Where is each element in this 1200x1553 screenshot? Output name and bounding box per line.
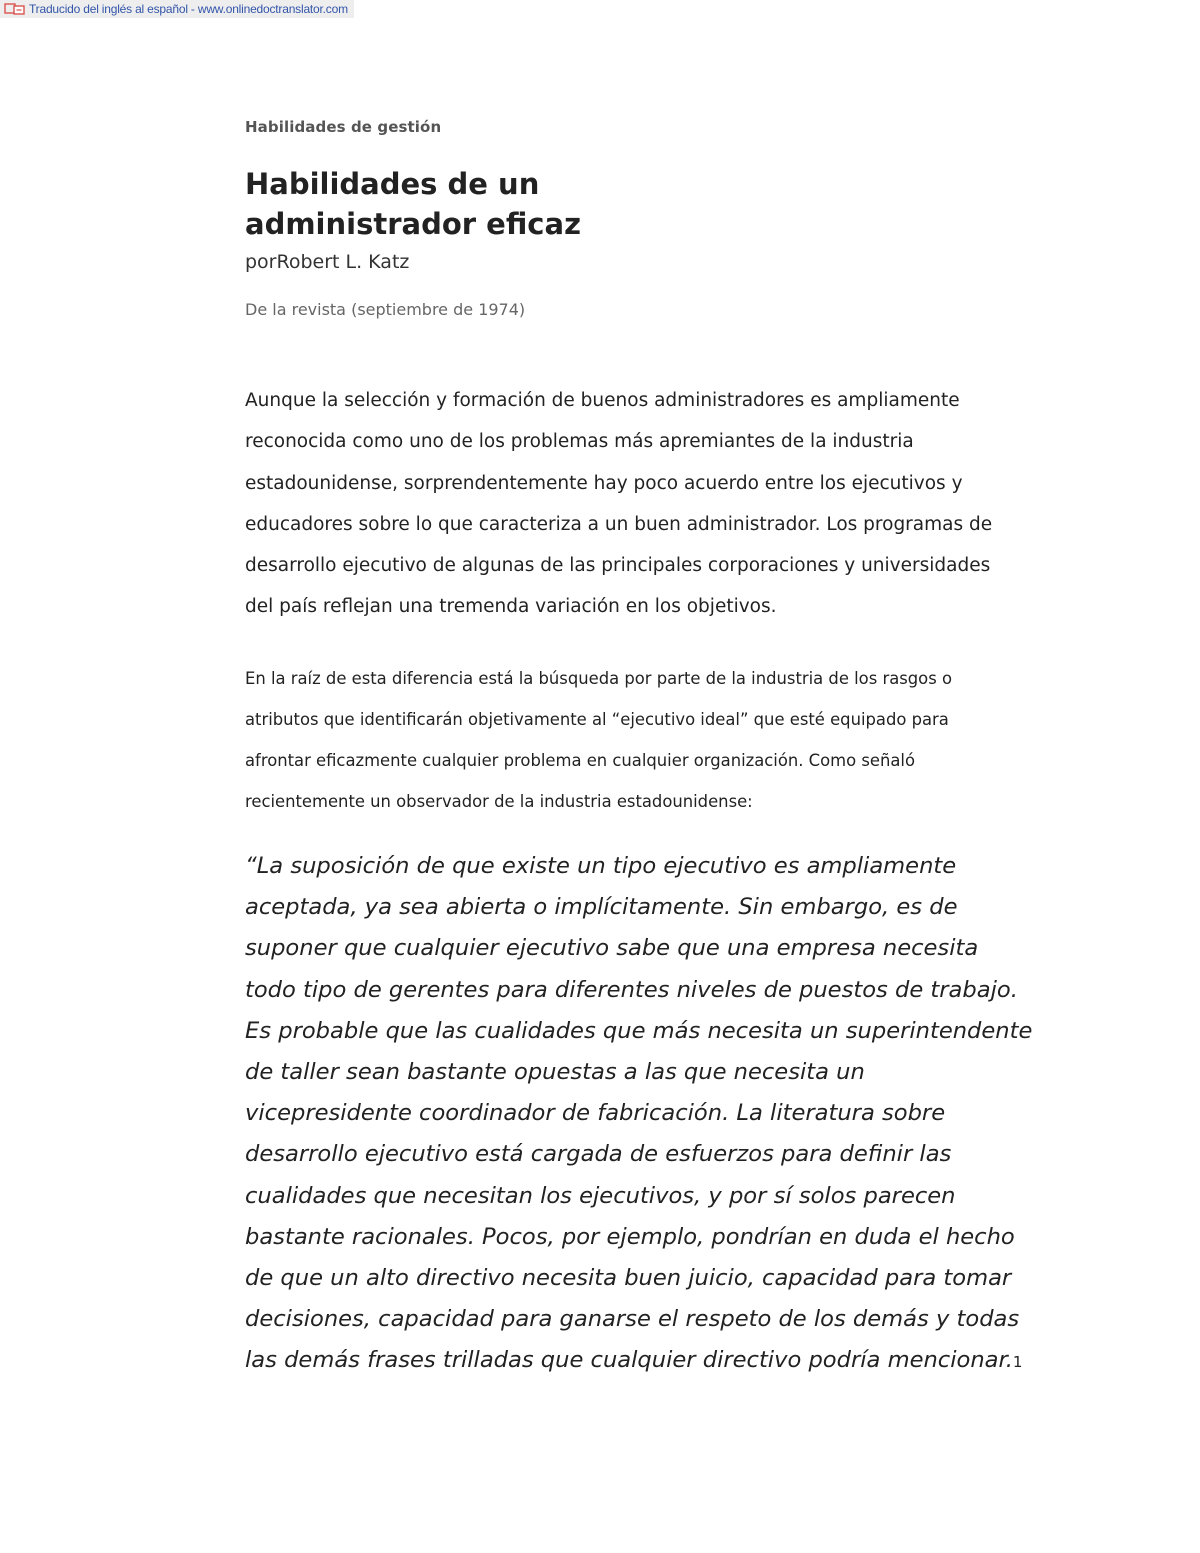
article-source: De la revista (septiembre de 1974) bbox=[245, 300, 526, 319]
lead-paragraph: Aunque la selección y formación de buenos administradores es ampliamente reconocida como uno de los problemas más apremiantes de la industria estadounidense, sorprendentemente hay poco acuerdo entre los ejecutivos y educadores sobre lo que caracteriza a un buen administrador. Los programas de desarrollo ejecutivo de algunas de las principales corporaciones y universidades del país reflejan una tremenda variación en los objetivos. bbox=[245, 390, 993, 618]
quote-text: “La suposición de que existe un tipo ejecutivo es ampliamente aceptada, ya sea abierta o implícitamente. Sin embargo, es de suponer que cualquier ejecutivo sabe que una empresa necesita todo tipo de gerentes para diferentes niveles de puestos de trabajo. Es probable que las cualidades que más necesita un superintendente de taller sean bastante opuestas a las que necesita un vicepresidente coordinador de fabricación. La literatura sobre desarrollo ejecutivo está cargada de esfuerzos para definir las cualidades que necesitan los ejecutivos, y por sí solos parecen bastante racionales. Pocos, por ejemplo, pondrían en duda el hecho de que un alto directivo necesita buen juicio, capacidad para tomar decisiones, capacidad para ganarse el respeto de los demás y todas las demás frases trilladas que cualquier directivo podría mencionar. bbox=[245, 853, 1033, 1374]
article-title: Habilidades de un administrador eficaz bbox=[245, 167, 581, 241]
article-category: Habilidades de gestión bbox=[245, 118, 442, 136]
block-quote bbox=[245, 846, 1035, 1384]
body-paragraph: En la raíz de esta diferencia está la búsqueda por parte de la industria de los rasgos o atributos que identificarán objetivamente al “ejecutivo ideal” que esté equipado para afrontar eficazmente cualquier problema en cualquier organización. Como señaló recientemente un observador de la industria estadounidense: bbox=[245, 669, 952, 811]
translator-banner-text[interactable]: Traducido del inglés al español - www.onlinedoctranslator.com bbox=[29, 2, 348, 16]
translate-icon bbox=[4, 3, 26, 15]
translator-banner[interactable] bbox=[0, 0, 354, 18]
article-byline: porRobert L. Katz bbox=[245, 251, 410, 273]
footnote-marker[interactable]: 1 bbox=[1012, 1353, 1023, 1372]
